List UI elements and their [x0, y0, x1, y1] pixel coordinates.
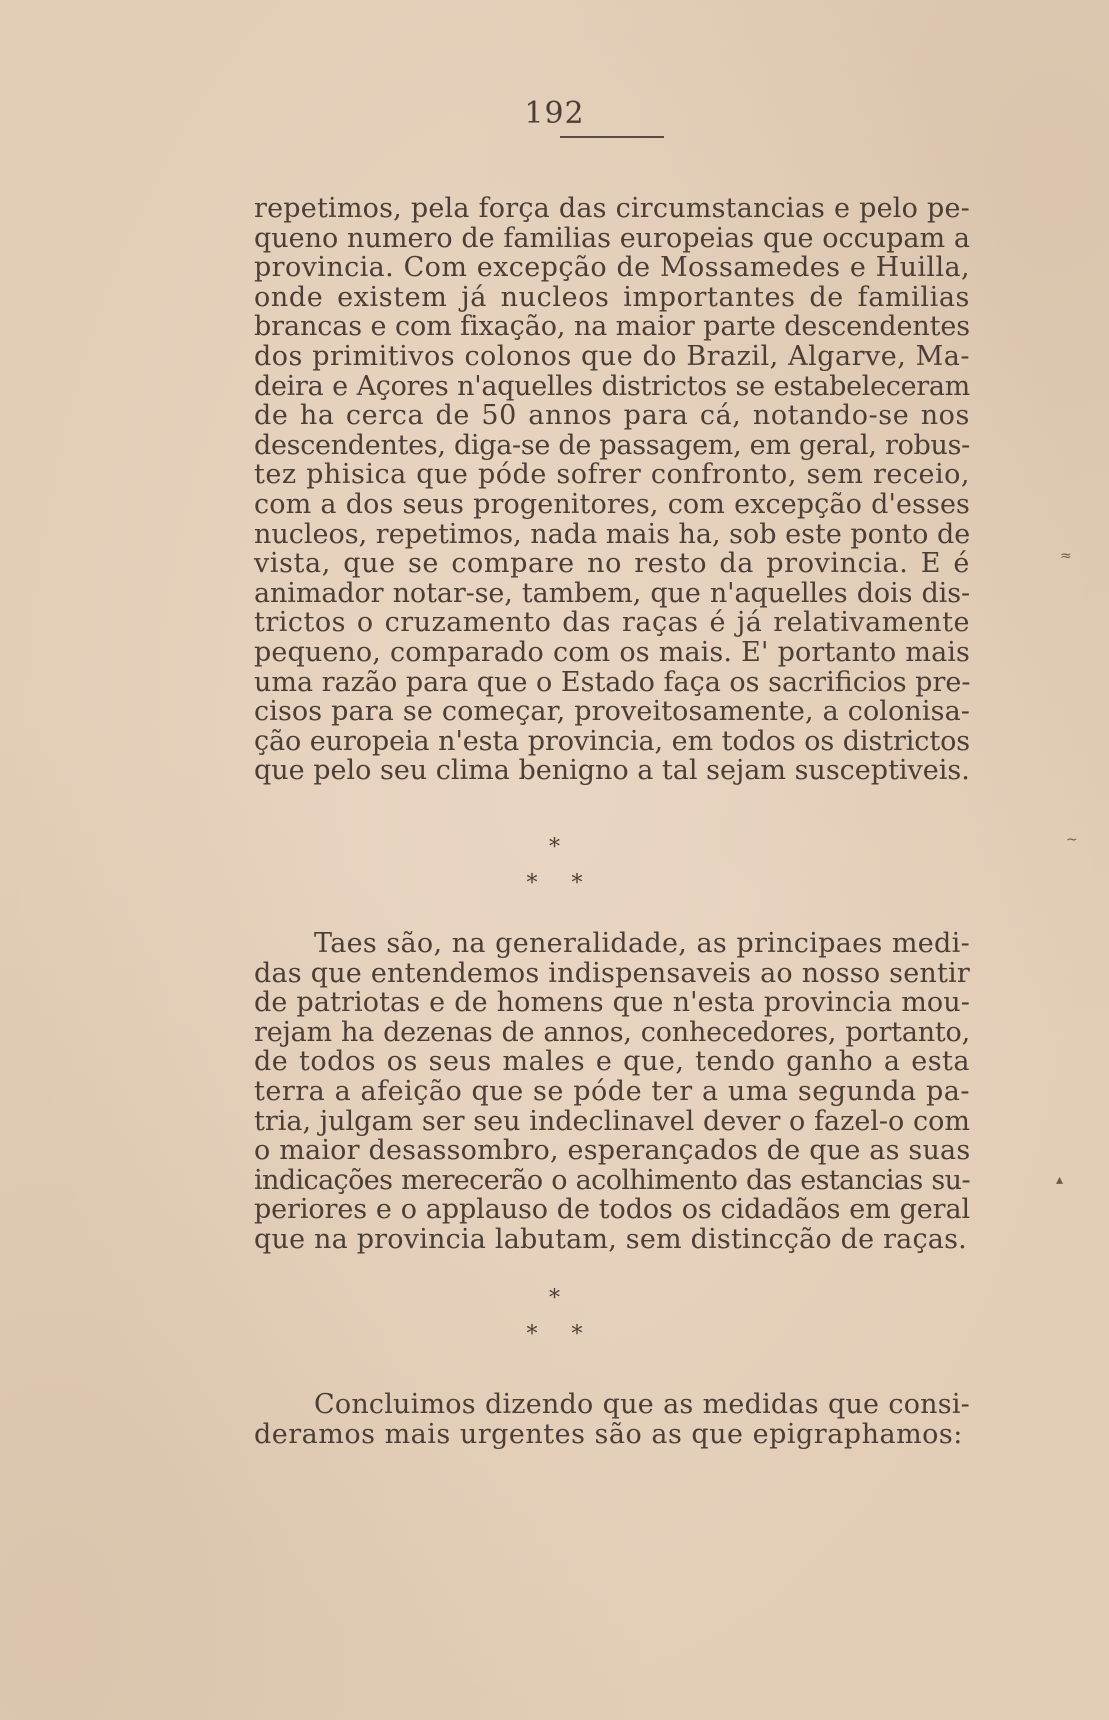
text-line: ção europeia n'esta provincia, em todos os districtos — [254, 725, 970, 757]
text-line: Concluimos dizendo que as medidas que consi- — [314, 1389, 970, 1420]
asterism-star: * — [549, 1286, 560, 1311]
margin-smudge: ~ — [1066, 832, 1078, 848]
text-line: deira e Açores n'aquelles districtos se estabeleceram — [254, 370, 970, 402]
text-line: dos primitivos colonos que do Brazil, Algarve, Ma- — [254, 340, 970, 372]
text-line: terra a afeição que se póde ter a uma segunda pa- — [254, 1075, 970, 1107]
text-line: indicações merecerão o acolhimento das estancias su- — [254, 1164, 970, 1196]
text-line: animador notar-se, tambem, que n'aquelles dois dis- — [254, 577, 970, 609]
margin-smudge: ≈ — [1060, 548, 1072, 564]
page-number-rule — [560, 136, 664, 138]
text-line: provincia. Com excepção de Mossamedes e Huilla, — [254, 252, 970, 284]
text-line: onde existem já nucleos importantes de familias — [254, 281, 970, 313]
text-line: uma razão para que o Estado faça os sacrificios pre- — [254, 666, 971, 698]
asterism-star: * — [526, 871, 538, 896]
page-number: 192 — [524, 96, 585, 131]
text-line: descendentes, diga-se de passagem, em geral, robus- — [254, 429, 970, 461]
text-line: cisos para se começar, proveitosamente, a colonisa- — [254, 696, 970, 728]
text-line: tez phisica que póde sofrer confronto, sem receio, — [254, 459, 970, 491]
text-line: queno numero de familias europeias que occupam a — [254, 222, 970, 254]
text-line: rejam ha dezenas de annos, conhecedores, portanto, — [254, 1016, 970, 1048]
text-line: tria, julgam ser seu indeclinavel dever o fazel-o com — [254, 1105, 970, 1137]
text-line: deramos mais urgentes são as que epigraphamos: — [254, 1418, 963, 1450]
section-asterism — [0, 1286, 1109, 1347]
paragraph-colonisation — [254, 194, 970, 786]
section-asterism — [0, 835, 1109, 896]
text-line: vista, que se compare no resto da provincia. E é — [254, 548, 970, 580]
text-line: o maior desassombro, esperançados de que as suas — [254, 1135, 971, 1167]
text-line: brancas e com fixação, na maior parte descendentes — [254, 311, 970, 343]
text-line: que pelo seu clima benigno a tal sejam susceptiveis. — [254, 755, 970, 787]
text-line: pequeno, comparado com os mais. E' portanto mais — [254, 636, 970, 668]
asterism-star: * — [526, 1322, 538, 1347]
text-line: de todos os seus males e que, tendo ganho a esta — [254, 1046, 970, 1078]
paragraph-conclusion — [254, 1390, 970, 1449]
text-line: Taes são, na generalidade, as principaes medi- — [314, 928, 970, 959]
text-line: trictos o cruzamento das raças é já relativamente — [254, 607, 970, 639]
text-line: de ha cerca de 50 annos para cá, notando-se nos — [254, 400, 970, 432]
text-line: com a dos seus progenitores, com excepção d'esses — [254, 488, 970, 520]
text-line: nucleos, repetimos, nada mais ha, sob este ponto de — [254, 518, 971, 550]
text-line: de patriotas e de homens que n'esta provincia mou- — [254, 987, 970, 1019]
asterism-star: * — [571, 1322, 583, 1347]
margin-smudge: ▴ — [1056, 1172, 1064, 1188]
asterism-star: * — [571, 871, 583, 896]
text-line: que na provincia labutam, sem distincção de raças. — [254, 1223, 967, 1255]
text-line: das que entendemos indispensaveis ao nosso sentir — [254, 957, 970, 989]
text-line: repetimos, pela força das circumstancias e pelo pe- — [254, 193, 970, 224]
asterism-star: * — [549, 835, 560, 860]
paragraph-measures — [254, 929, 970, 1255]
text-line: periores e o applauso de todos os cidadãos em geral — [254, 1194, 970, 1226]
